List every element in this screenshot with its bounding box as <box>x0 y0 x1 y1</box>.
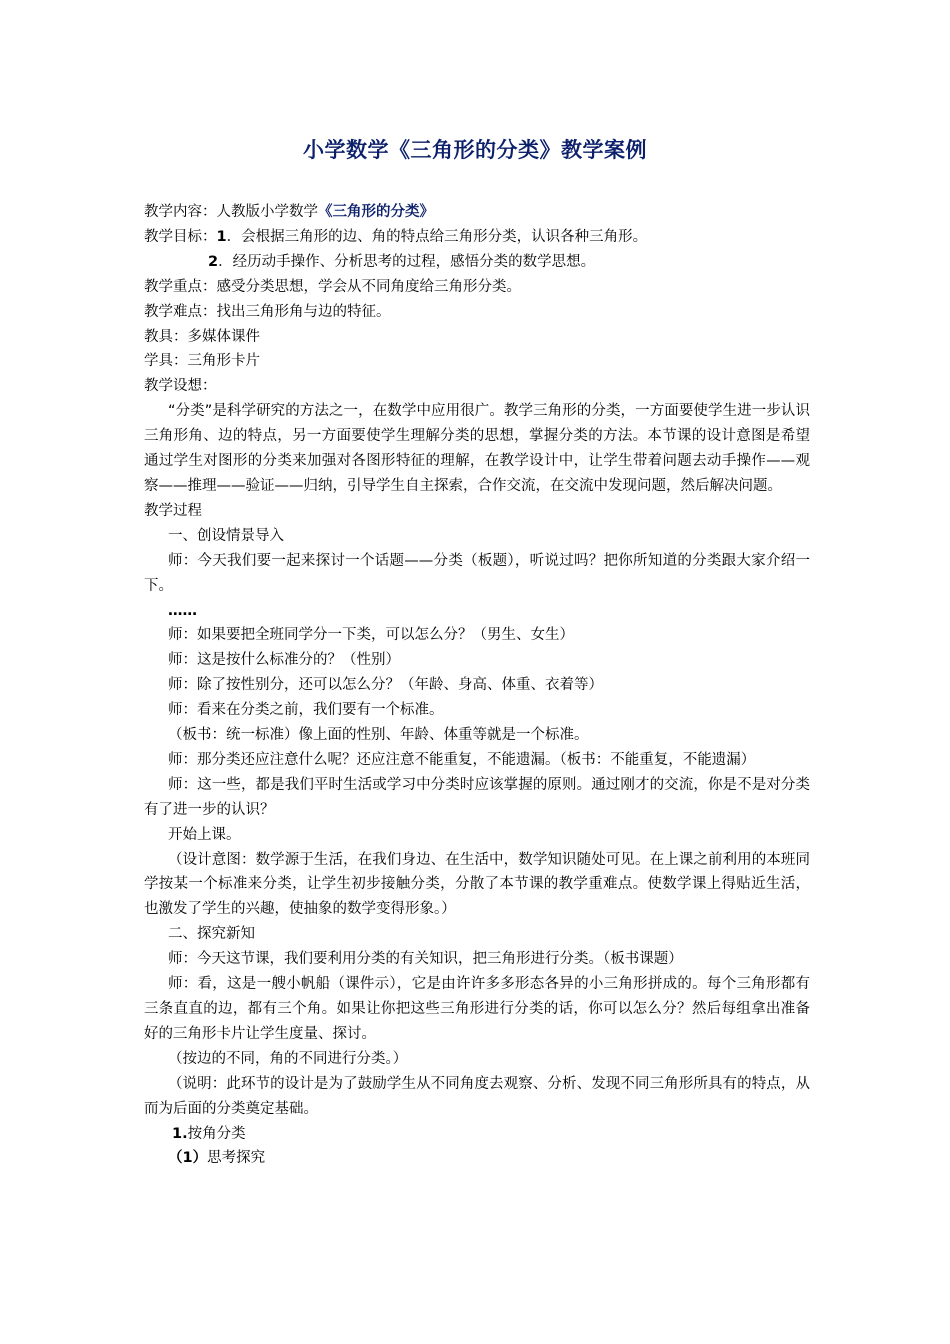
paragraph: 师：这一些，都是我们平时生活或学习中分类时应该掌握的原则。通过刚才的交流，你是不是对分类有了进一步的认识？ <box>144 776 810 818</box>
paragraph: 师：如果要把全班同学分一下类，可以怎么分？（男生、女生） <box>168 627 574 644</box>
teaching-content-label: 教学内容：人教版小学数学 <box>144 204 318 220</box>
subheading-number: 1. <box>172 1125 188 1142</box>
subheading-text: 按角分类 <box>187 1125 246 1142</box>
document-body <box>144 200 810 1171</box>
paragraph: （板书：统一标准）像上面的性别、年龄、体重等就是一个标准。 <box>168 727 589 744</box>
section-1-heading: 一、创设情景导入 <box>168 527 284 544</box>
paragraph: 师：这是按什么标准分的？（性别） <box>168 652 400 669</box>
document-title: 小学数学《三角形的分类》教学案例 <box>303 138 647 162</box>
process-label: 教学过程 <box>144 502 202 519</box>
design-intent-paragraph: （设计意图：数学源于生活，在我们身边、在生活中，数学知识随处可见。在上课之前利用的本班同学按某一个标准来分类，让学生初步接触分类，分散了本节课的教学重难点。使数学课上得贴近生活，也激发了学生的兴趣，使抽象的数学变得形象。） <box>144 851 810 918</box>
design-paragraph: “分类”是科学研究的方法之一，在数学中应用很广。教学三角形的分类，一方面要使学生进一步认识三角形角、边的特点，另一方面要使学生理解分类的思想，掌握分类的方法。本节课的设计意图是希望通过学生对图形的分类来加强对各图形特征的理解，在教学设计中，让学生带着问题去动手操作——观察——推理——验证——归纳，引导学生自主探索，合作交流，在交流中发现问题，然后解决问题。 <box>144 403 810 494</box>
subheading-by-angle <box>144 1122 810 1147</box>
difficulty: 教学难点：找出三角形角与边的特征。 <box>144 303 391 320</box>
teaching-goal-label: 教学目标： <box>144 228 217 245</box>
paragraph: （按边的不同，角的不同进行分类。） <box>168 1050 408 1067</box>
paragraph: 师：那分类还应注意什么呢？还应注意不能重复，不能遗漏。（板书：不能重复，不能遗漏） <box>168 751 756 768</box>
teaching-goal-1 <box>144 225 810 250</box>
teaching-content <box>144 200 810 225</box>
goal-number-2: 2 <box>208 253 219 270</box>
paragraph: 师：今天这节课，我们要利用分类的有关知识，把三角形进行分类。（板书课题） <box>168 951 683 968</box>
student-tools: 学具：三角形卡片 <box>144 353 260 370</box>
section-2-heading: 二、探究新知 <box>168 926 255 943</box>
goal-text-1: ．会根据三角形的边、角的特点给三角形分类，认识各种三角形。 <box>226 228 648 245</box>
ellipsis: …… <box>168 602 197 619</box>
subheading-number: （1） <box>168 1150 208 1167</box>
goal-text-2: ．经历动手操作、分析思考的过程，感悟分类的数学思想。 <box>218 253 596 270</box>
note-paragraph: （说明：此环节的设计是为了鼓励学生从不同角度去观察、分析、发现不同三角形所具有的特点，从而为后面的分类奠定基础。 <box>144 1075 810 1117</box>
paragraph: 师：除了按性别分，还可以怎么分？（年龄、身高、体重、衣着等） <box>168 677 603 694</box>
paragraph: 师：看来在分类之前，我们要有一个标准。 <box>168 702 444 719</box>
subheading-text: 思考探究 <box>207 1150 266 1167</box>
design-label: 教学设想： <box>144 378 217 395</box>
teaching-content-value: 《三角形的分类》 <box>318 204 434 220</box>
goal-number-1: 1 <box>216 228 227 245</box>
subheading-think-explore <box>144 1146 810 1171</box>
paragraph: 师：今天我们要一起来探讨一个话题——分类（板题），听说过吗？把你所知道的分类跟大家介绍一下。 <box>144 552 810 594</box>
key-point: 教学重点：感受分类思想，学会从不同角度给三角形分类。 <box>144 278 521 295</box>
paragraph: 师：看，这是一艘小帆船（课件示），它是由许许多多形态各异的小三角形拼成的。每个三角形都有三条直直的边，都有三个角。如果让你把这些三角形进行分类的话，你可以怎么分？然后每组拿出准备好的三角形卡片让学生度量、探讨。 <box>144 976 810 1042</box>
teaching-tools: 教具：多媒体课件 <box>144 328 260 345</box>
teaching-goal-2 <box>144 250 810 275</box>
paragraph: 开始上课。 <box>168 826 241 843</box>
